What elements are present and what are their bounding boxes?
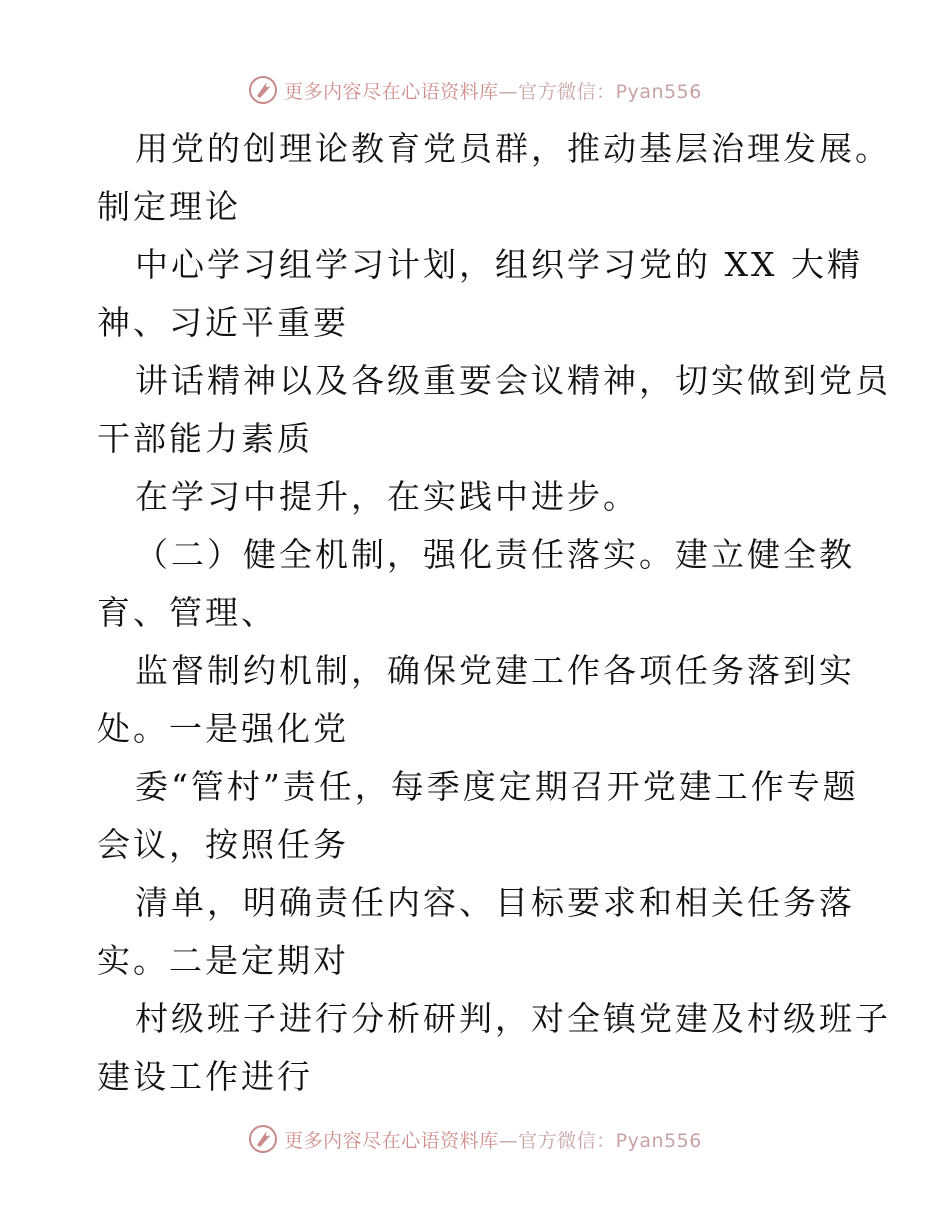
body-line: 制定理论 [97,187,241,226]
body-line: 处。一是强化党 [97,709,349,748]
watermark-separator: — [498,1129,519,1152]
body-line: 实。二是定期对 [97,941,349,980]
body-line: 干部能力素质 [97,419,313,458]
watermark-text [284,77,702,104]
document-body [97,120,897,1106]
watermark-separator: — [498,80,519,103]
body-line: 监督制约机制，确保党建工作各项任务落到实 [135,651,855,690]
pen-nib-circle-icon [248,1124,278,1154]
watermark-suffix: 官方微信：Pyan556 [518,80,702,103]
watermark-brand: 更多内容尽在心语资料库 [284,80,499,103]
body-line: 委“管村”责任，每季度定期召开党建工作专题 [135,767,859,806]
watermark-footer [0,1119,950,1159]
body-line: 建设工作进行 [97,1057,313,1096]
watermark-text [284,1126,702,1153]
body-line: 在学习中提升，在实践中进步。 [135,477,639,516]
body-line: 村级班子进行分析研判，对全镇党建及村级班子 [135,999,891,1038]
body-line: 育、管理、 [97,593,277,632]
watermark-header [0,70,950,110]
body-line: 中心学习组学习计划，组织学习党的 XX 大精 [135,245,863,284]
body-line: 神、习近平重要 [97,303,349,342]
pen-nib-circle-icon [248,75,278,105]
body-line: 清单，明确责任内容、目标要求和相关任务落 [135,883,855,922]
watermark-brand: 更多内容尽在心语资料库 [284,1129,499,1152]
body-line: 讲话精神以及各级重要会议精神，切实做到党员 [135,361,891,400]
watermark-suffix: 官方微信：Pyan556 [518,1129,702,1152]
body-line: （二）健全机制，强化责任落实。建立健全教 [135,535,855,574]
body-line: 用党的创理论教育党员群，推动基层治理发展。 [135,129,891,168]
body-line: 会议，按照任务 [97,825,349,864]
